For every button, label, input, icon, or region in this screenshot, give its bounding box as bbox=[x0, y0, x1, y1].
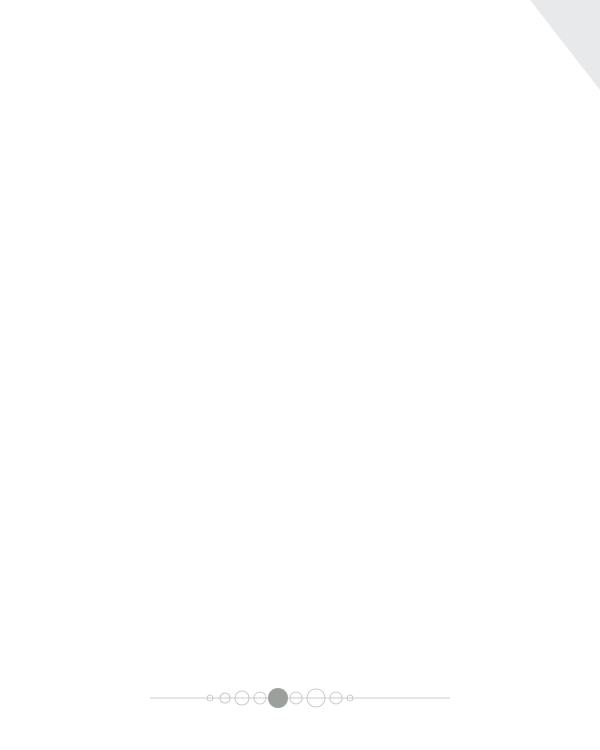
corner-decoration bbox=[530, 0, 600, 90]
page-number bbox=[268, 688, 288, 708]
footer-ornament bbox=[0, 655, 600, 735]
